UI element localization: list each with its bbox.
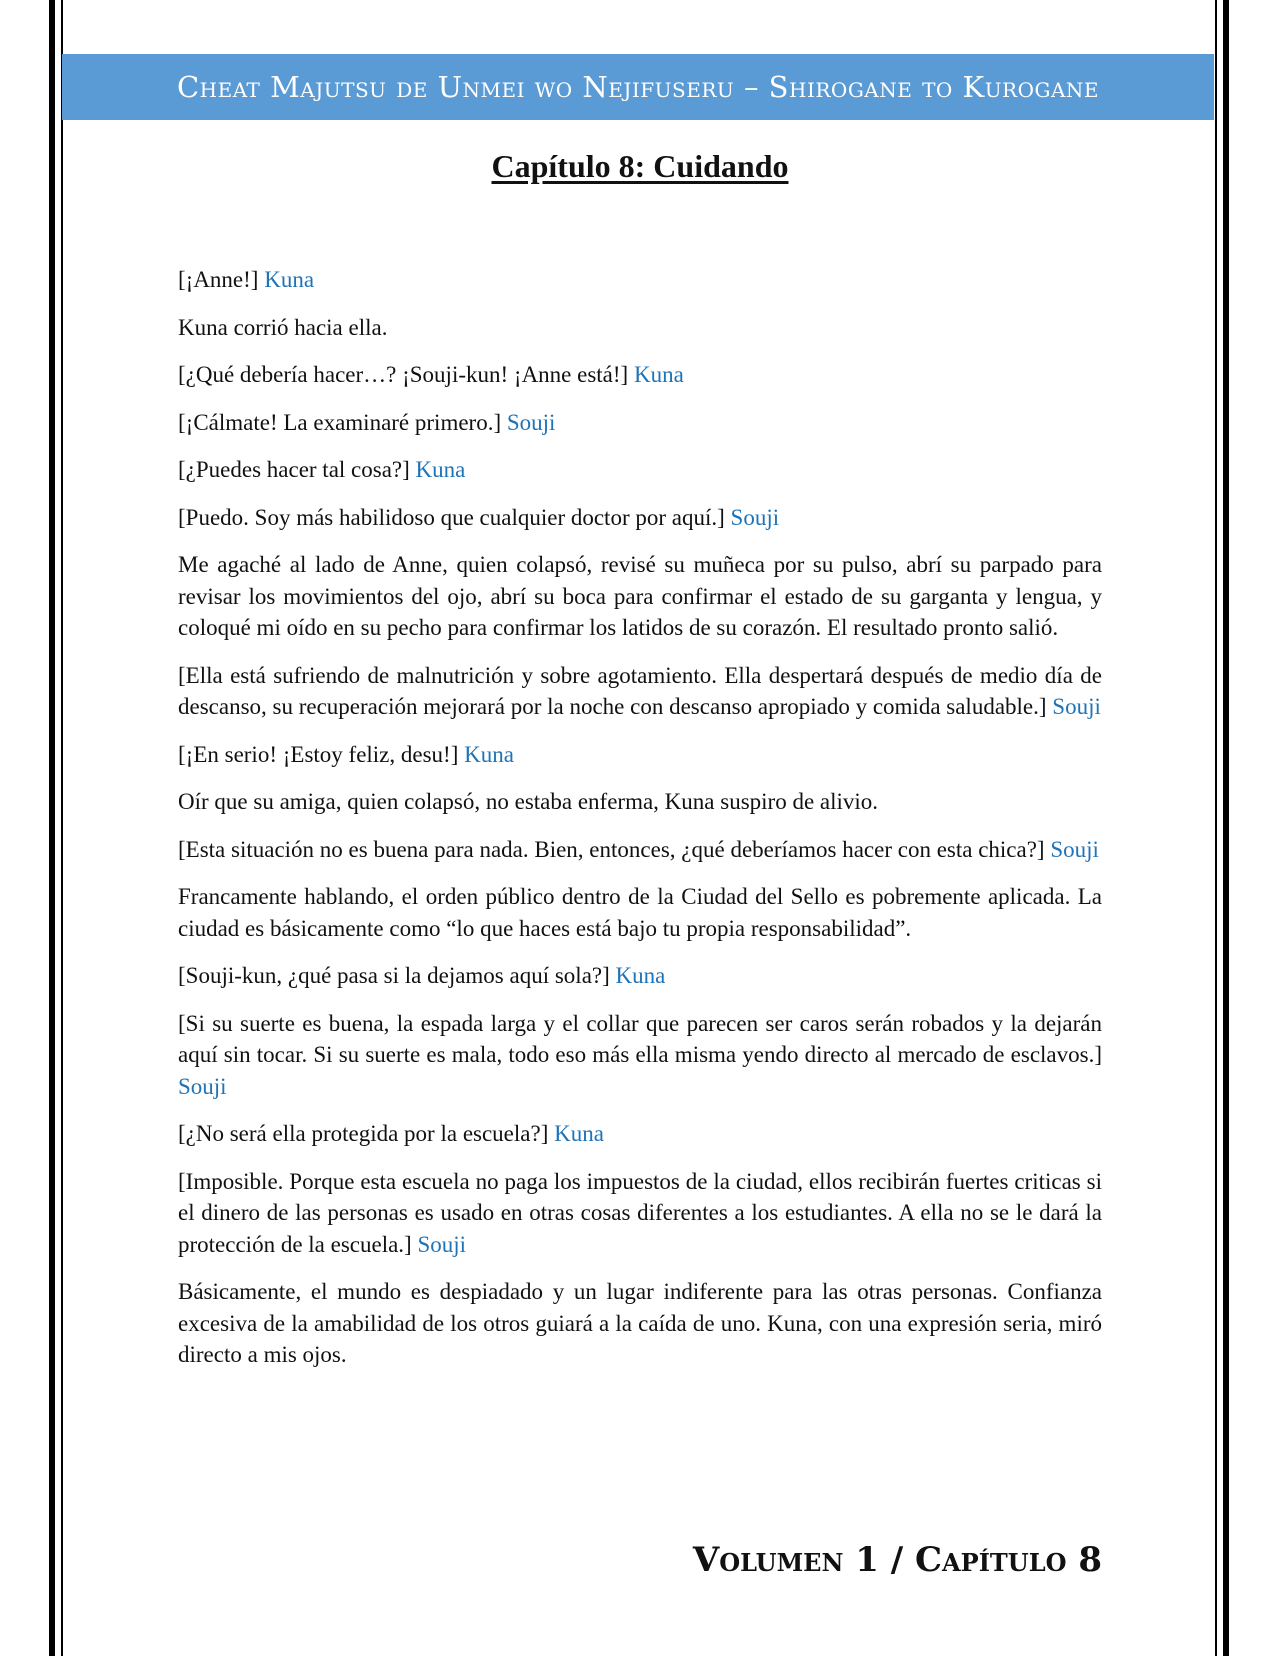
header-banner [62,54,1214,120]
speaker-tag: Kuna [464,741,514,767]
paragraph-text: [Puedo. Soy más habilidoso que cualquier doctor por aquí.] [178,504,731,530]
paragraph [178,359,1102,391]
page-border-right-outer [1223,0,1229,1656]
paragraph-text: [¡En serio! ¡Estoy feliz, desu!] [178,741,465,767]
paragraph [178,1118,1102,1150]
volume-chapter-footer: Volumen 1 / Capítulo 8 [692,1540,1102,1580]
paragraph-text: [Souji-kun, ¿qué pasa si la dejamos aquí sola?] [178,963,616,988]
paragraph [178,454,1102,486]
paragraph [178,264,1102,296]
paragraph [178,660,1102,723]
speaker-tag: Souji [506,409,556,435]
series-title: Cheat Majutsu de Unmei wo Nejifuseru – Shirogane to Kurogane [176,70,1100,104]
paragraph [178,1008,1102,1103]
paragraph-text: [¡Cálmate! La examinaré primero.] [178,409,507,435]
paragraph-text: Oír que su amiga, quien colapsó, no estaba enferma, Kuna suspiro de alivio. [178,789,879,814]
speaker-tag: Souji [417,1231,467,1257]
paragraph [178,1166,1102,1261]
speaker-tag: Kuna [615,963,666,988]
paragraph [178,960,1102,992]
paragraph-text: Francamente hablando, el orden público dentro de la Ciudad del Sello es pobremente aplicada. La ciudad es básicamente como “lo que haces está bajo tu propia responsabilidad”. [178,884,1102,941]
paragraph-text: Básicamente, el mundo es despiadado y un lugar indiferente para las otras personas. Confianza excesiva de la amabilidad de los otros guiará a la caída de uno. Kuna, con una expresión seria, miró directo a mis ojos. [178,1279,1102,1367]
paragraph-text: [¿Puedes hacer tal cosa?] [178,457,416,482]
speaker-tag: Kuna [633,362,684,387]
page-border-left-inner [61,0,63,1656]
chapter-body [178,264,1102,1387]
paragraph-text: Kuna corrió hacia ella. [178,314,388,340]
speaker-tag: Souji [1050,836,1099,862]
paragraph [178,1276,1102,1371]
paragraph [178,549,1102,644]
speaker-tag: Kuna [415,457,466,482]
paragraph-text: Me agaché al lado de Anne, quien colapsó, revisé su muñeca por su pulso, abrí su parpado para revisar los movimientos del ojo, abrí su boca para confirmar el estado de su garganta y lengua, y coloqué mi oído en su pecho para confirmar los latidos de su corazón. El resultado pronto salió. [178,552,1102,640]
chapter-title: Capítulo 8: Cuidando [491,148,789,184]
paragraph-text: [¿No será ella protegida por la escuela?] [178,1121,555,1146]
paragraph-text: [Imposible. Porque esta escuela no paga los impuestos de la ciudad, ellos recibirán fuertes criticas si el dinero de las personas es usado en otras cosas diferentes a los estudiantes. A ella no se le dará la protección de la escuela.] [178,1168,1102,1257]
paragraph-text: [¿Qué debería hacer…? ¡Souji-kun! ¡Anne está!] [178,362,634,387]
page-border-right-inner [1215,0,1217,1656]
paragraph [178,502,1102,534]
speaker-tag: Souji [730,504,780,530]
paragraph [178,881,1102,944]
paragraph-text: [Esta situación no es buena para nada. Bien, entonces, ¿qué deberíamos hacer con esta chica?] [178,836,1051,862]
speaker-tag: Kuna [554,1121,604,1146]
paragraph [178,739,1102,771]
paragraph [178,786,1102,818]
paragraph [178,312,1102,344]
speaker-tag: Souji [1052,694,1101,719]
paragraph [178,407,1102,439]
paragraph-text: [Ella está sufriendo de malnutrición y sobre agotamiento. Ella despertará después de medio día de descanso, su recuperación mejorará por la noche con descanso apropiado y comida saludable.] [178,662,1102,719]
speaker-tag: Kuna [264,267,315,292]
paragraph-text: [Si su suerte es buena, la espada larga y el collar que parecen ser caros serán robados y la dejarán aquí sin tocar. Si su suerte es mala, todo eso más ella misma yendo directo al mercado de esclavos.] [178,1010,1102,1067]
speaker-tag: Souji [178,1073,227,1099]
paragraph-text: [¡Anne!] [178,267,265,292]
page-border-left-outer [49,0,55,1656]
paragraph [178,834,1102,866]
